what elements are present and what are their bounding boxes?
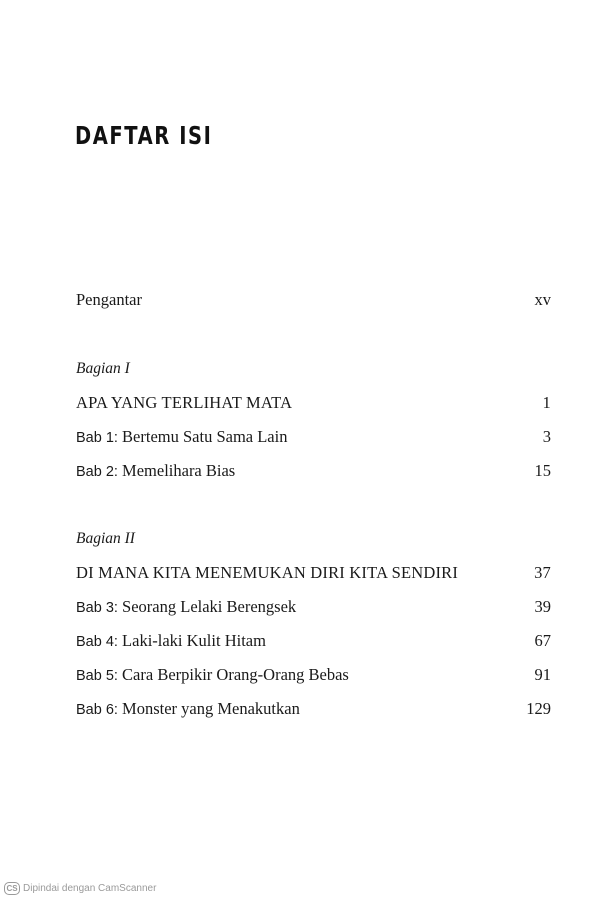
toc-entry-label <box>76 461 235 481</box>
chapter-title: Cara Berpikir Orang-Orang Bebas <box>122 665 349 684</box>
toc-entry-label: DI MANA KITA MENEMUKAN DIRI KITA SENDIRI <box>76 563 459 582</box>
page-title: DAFTAR ISI <box>75 121 213 150</box>
chapter-prefix: Bab 2: <box>76 464 118 480</box>
scanner-watermark <box>4 882 156 895</box>
toc-section-title[interactable] <box>76 563 551 583</box>
toc-chapter[interactable] <box>76 665 551 685</box>
toc-page-number: 37 <box>534 563 551 582</box>
toc-page-number: 3 <box>542 427 551 446</box>
toc-page-number: 67 <box>534 631 551 650</box>
toc-chapter[interactable] <box>76 597 551 617</box>
toc-page-number: 39 <box>534 597 551 616</box>
chapter-prefix: Bab 3: <box>76 600 118 616</box>
toc-page-number: 129 <box>526 699 551 718</box>
toc-page-number: xv <box>534 290 551 309</box>
chapter-prefix: Bab 6: <box>76 702 118 718</box>
toc-chapter[interactable] <box>76 427 551 447</box>
chapter-title: Bertemu Satu Sama Lain <box>122 427 288 446</box>
toc-chapter[interactable] <box>76 461 551 481</box>
chapter-prefix: Bab 5: <box>76 668 118 684</box>
chapter-title: Monster yang Menakutkan <box>122 699 300 718</box>
toc-entry-label: APA YANG TERLIHAT MATA <box>76 393 293 412</box>
part-heading: Bagian I <box>76 360 130 377</box>
toc-entry-label <box>76 631 266 651</box>
chapter-title: Laki-laki Kulit Hitam <box>122 631 266 650</box>
toc-entry-intro[interactable] <box>76 290 551 310</box>
chapter-prefix: Bab 1: <box>76 430 118 446</box>
watermark-text: Dipindai dengan CamScanner <box>23 883 157 894</box>
chapter-prefix: Bab 4: <box>76 634 118 650</box>
toc-chapter[interactable] <box>76 699 551 719</box>
toc-entry-label: Pengantar <box>76 290 142 309</box>
camscanner-icon: CS <box>4 882 20 895</box>
chapter-title: Seorang Lelaki Berengsek <box>122 597 297 616</box>
toc-entry-label <box>76 699 300 719</box>
chapter-title: Memelihara Bias <box>122 461 236 480</box>
part-heading: Bagian II <box>76 530 135 547</box>
toc-entry-label <box>76 427 287 447</box>
toc-page-number: 1 <box>542 393 551 412</box>
toc-entry-label <box>76 665 349 685</box>
toc-chapter[interactable] <box>76 631 551 651</box>
toc-page-number: 91 <box>534 665 551 684</box>
toc-section-title[interactable] <box>76 393 551 413</box>
toc-page-number: 15 <box>534 461 551 480</box>
toc-entry-label <box>76 597 296 617</box>
